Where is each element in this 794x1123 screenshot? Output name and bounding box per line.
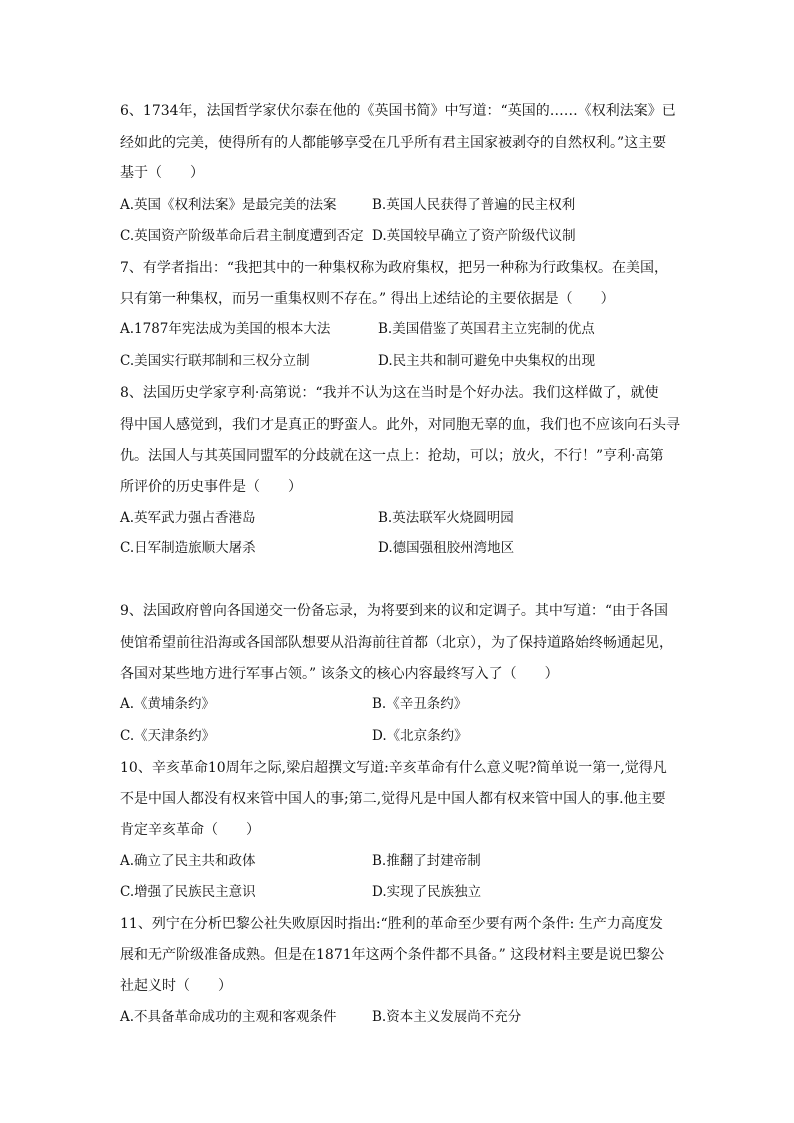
question-text-line: 7、有学者指出：“我把其中的一种集权称为政府集权，把另一种称为行政集权。在美国，: [120, 260, 669, 276]
option-d: D.民主共和制可避免中央集权的出现: [378, 353, 596, 369]
option-a: A.1787年宪法成为美国的根本大法: [120, 321, 331, 337]
option-b: B.英国人民获得了普遍的民主权利: [372, 197, 576, 213]
question-text-line: 11、列宁在分析巴黎公社失败原因时指出:“胜利的革命至少要有两个条件: 生产力高度发: [120, 916, 663, 932]
question-text-line: 肯定辛亥革命（ ）: [120, 822, 260, 838]
option-b: B.推翻了封建帝制: [372, 853, 481, 869]
question-text-line: 社起义时（ ）: [120, 978, 232, 994]
question-text-line: 不是中国人都没有权来管中国人的事;第二,觉得凡是中国人都有权来管中国人的事.他主要: [120, 791, 666, 807]
question-text-line: 得中国人感觉到，我们才是真正的野蛮人。此外，对同胞无辜的血，我们也不应该向石头寻: [120, 417, 680, 433]
option-d: D.英国较早确立了资产阶级代议制: [372, 228, 576, 244]
option-c: C.英国资产阶级革命后君主制度遭到否定: [120, 228, 364, 244]
option-d: D.《北京条约》: [372, 728, 468, 744]
option-c: C.日军制造旅顺大屠杀: [120, 540, 256, 556]
question-text-line: 只有第一种集权，而另一重集权则不存在。” 得出上述结论的主要依据是（ ）: [120, 291, 615, 307]
option-d: D.德国强租胶州湾地区: [378, 540, 515, 556]
option-d: D.实现了民族独立: [372, 884, 482, 900]
option-b: B.资本主义发展尚不充分: [372, 1009, 522, 1025]
question-text-line: 展和无产阶级准备成熟。但是在1871年这两个条件都不具备。” 这段材料主要是说巴黎公: [120, 947, 665, 963]
question-text-line: 基于（ ）: [120, 165, 204, 181]
question-text-line: 仇。法国人与其英国同盟军的分歧就在这一点上：抢劫，可以；放火，不行！”亨利·高第: [120, 448, 664, 464]
option-c: C.《天津条约》: [120, 728, 216, 744]
option-c: C.增强了民族民主意识: [120, 884, 256, 900]
option-a: A.确立了民主共和政体: [120, 853, 256, 869]
question-text-line: 6、1734年，法国哲学家伏尔泰在他的《英国书简》中写道：“英国的……《权利法案》已: [120, 103, 676, 119]
question-text-line: 使馆希望前往沿海或各国部队想要从沿海前往首都（北京），为了保持道路始终畅通起见，: [120, 635, 673, 651]
option-a: A.《黄埔条约》: [120, 696, 216, 712]
question-text-line: 经如此的完美，使得所有的人都能够享受在几乎所有君主国家被剥夺的自然权利。”这主要: [120, 135, 667, 151]
option-b: B.《辛丑条约》: [372, 696, 468, 712]
option-b: B.美国借鉴了英国君主立宪制的优点: [378, 321, 595, 337]
question-text-line: 所评价的历史事件是（ ）: [120, 479, 302, 495]
question-text-line: 8、法国历史学家亨利·高第说：“我并不认为这在当时是个好办法。我们这样做了，就使: [120, 385, 659, 401]
option-a: A.英军武力强占香港岛: [120, 510, 256, 526]
option-c: C.美国实行联邦制和三权分立制: [120, 353, 310, 369]
question-text-line: 各国对某些地方进行军事占领。” 该条文的核心内容最终写入了（ ）: [120, 666, 559, 682]
question-text-line: 9、法国政府曾向各国递交一份备忘录，为将要到来的议和定调子。其中写道：“由于各国: [120, 603, 669, 619]
option-a: A.不具备革命成功的主观和客观条件: [120, 1009, 337, 1025]
question-text-line: 10、辛亥革命10周年之际,梁启超撰文写道:辛亥革命有什么意义呢?简单说一第一,觉得凡: [120, 760, 667, 776]
option-b: B.英法联军火烧圆明园: [378, 510, 514, 526]
option-a: A.英国《权利法案》是最完美的法案: [120, 197, 337, 213]
